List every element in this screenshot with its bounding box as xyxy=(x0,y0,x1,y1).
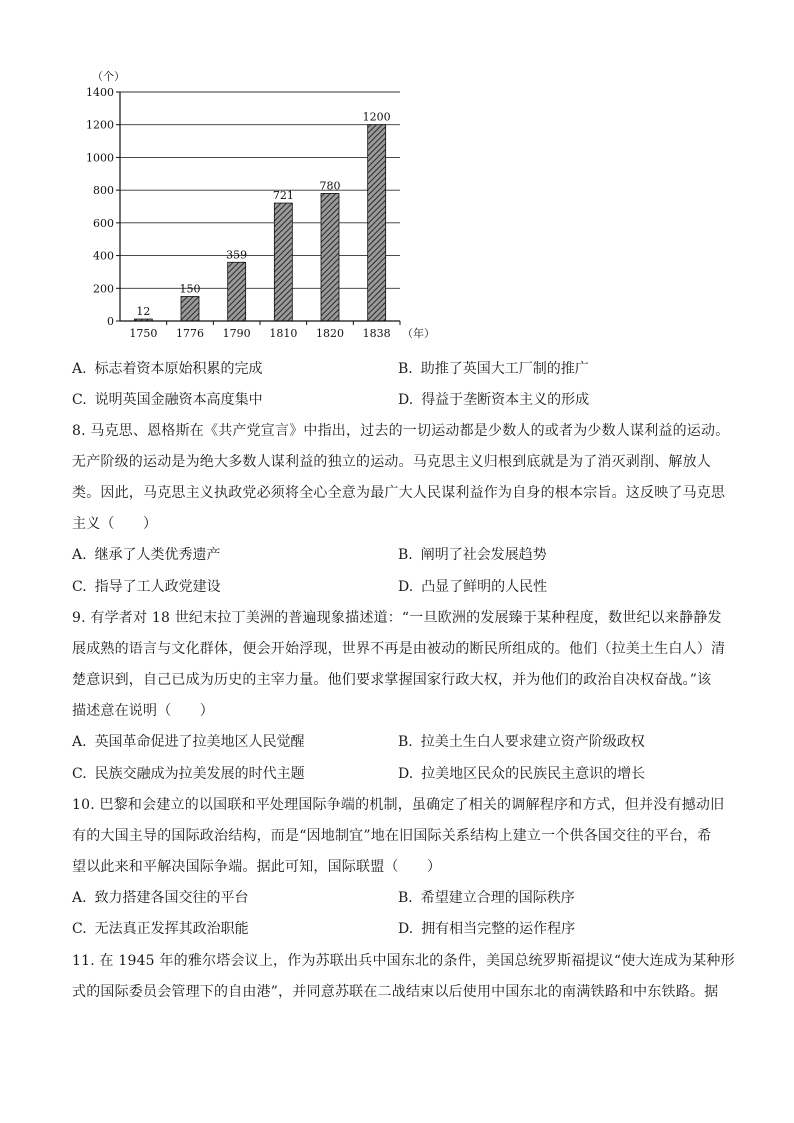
y-tick-label: 1400 xyxy=(86,86,114,99)
option-text: 凸显了鲜明的人民性 xyxy=(421,579,548,595)
bar xyxy=(321,193,339,321)
option-letter: C. xyxy=(72,579,87,595)
q9-option-d[interactable] xyxy=(398,764,645,784)
q8-stem-line: 8. 马克思、恩格斯在《共产党宣言》中指出，过去的一切运动都是少数人的或者为少数人谋利益的运动。 xyxy=(72,423,730,439)
q9-stem-line: 描述意在说明（ ） xyxy=(72,703,214,719)
option-text: 得益于垄断资本主义的形成 xyxy=(421,392,590,408)
data-label: 721 xyxy=(272,189,294,203)
q7-option-a[interactable] xyxy=(72,359,263,379)
q10-option-c[interactable] xyxy=(72,919,249,939)
x-tick-label: 1790 xyxy=(222,327,251,340)
option-letter: B. xyxy=(398,547,413,563)
x-axis-label: （年） xyxy=(402,327,435,340)
q10-option-d[interactable] xyxy=(398,919,575,939)
option-text: 助推了英国大工厂制的推广 xyxy=(420,361,589,377)
q10-stem-line: 有的大国主导的国际政治结构，而是“因地制宜”地在旧国际关系结构上建立一个供各国交往的平台，希 xyxy=(72,828,712,844)
option-text: 无法真正发挥其政治职能 xyxy=(94,921,249,937)
option-letter: A. xyxy=(72,890,87,906)
option-letter: B. xyxy=(398,734,413,750)
y-axis-label: （个） xyxy=(92,70,125,83)
option-text: 拉美地区民众的民族民主意识的增长 xyxy=(421,766,646,782)
option-letter: A. xyxy=(72,734,87,750)
q10-stem-line: 10. 巴黎和会建立的以国联和平处理国际争端的机制，虽确定了相关的调解程序和方式，但并没有撼动旧 xyxy=(72,797,725,813)
bar xyxy=(228,262,246,321)
y-tick-label: 0 xyxy=(107,315,114,328)
q7-option-c[interactable] xyxy=(72,390,263,410)
option-letter: B. xyxy=(398,890,413,906)
option-letter: D. xyxy=(398,921,414,937)
option-text: 继承了人类优秀遗产 xyxy=(94,547,221,563)
q7-option-b[interactable] xyxy=(398,359,589,379)
option-letter: C. xyxy=(72,392,87,408)
option-text: 标志着资本原始积累的完成 xyxy=(94,361,263,377)
y-tick-label: 1000 xyxy=(86,151,114,165)
q9-stem-line: 展成熟的语言与文化群体，便会开始浮现，世界不再是由被动的断民所组成的。他们（拉美土生白人）清 xyxy=(72,641,726,657)
y-tick-label: 1200 xyxy=(86,118,114,132)
x-tick-label: 1820 xyxy=(316,327,344,340)
option-letter: D. xyxy=(398,392,414,408)
q8-stem-line: 类。因此，马克思主义执政党必须将全心全意为最广大人民谋利益作为自身的根本宗旨。这反映了马克思 xyxy=(72,485,726,501)
q9-stem-line: 9. 有学者对 18 世纪末拉丁美洲的普遍现象描述道：“一旦欧洲的发展臻于某种程度，数世纪以来静静发 xyxy=(72,610,722,626)
q9-option-b[interactable] xyxy=(398,732,645,752)
y-tick-label: 800 xyxy=(93,184,114,198)
bar xyxy=(368,125,386,321)
option-text: 拉美土生白人要求建立资产阶级政权 xyxy=(420,734,645,750)
x-tick-label: 1750 xyxy=(129,327,158,340)
option-text: 致力搭建各国交往的平台 xyxy=(94,890,249,906)
bar xyxy=(181,296,199,321)
data-label: 359 xyxy=(226,248,248,262)
x-tick-label: 1838 xyxy=(362,327,391,340)
option-letter: A. xyxy=(72,361,87,377)
q8-option-d[interactable] xyxy=(398,577,547,597)
data-label: 12 xyxy=(136,305,151,319)
q8-option-c[interactable] xyxy=(72,577,221,597)
option-letter: D. xyxy=(398,766,414,782)
option-text: 希望建立合理的国际秩序 xyxy=(420,890,575,906)
option-text: 拥有相当完整的运作程序 xyxy=(421,921,576,937)
option-letter: C. xyxy=(72,921,87,937)
option-letter: B. xyxy=(398,361,413,377)
option-text: 民族交融成为拉美发展的时代主题 xyxy=(94,766,305,782)
q8-stem-line: 无产阶级的运动是为绝大多数人谋利益的独立的运动。马克思主义归根到底就是为了消灭剥削、解放人 xyxy=(72,454,711,470)
q9-option-c[interactable] xyxy=(72,764,305,784)
data-label: 780 xyxy=(319,179,341,193)
bar xyxy=(274,203,292,321)
y-tick-label: 400 xyxy=(93,249,114,263)
option-letter: A. xyxy=(72,547,87,563)
option-text: 指导了工人政党建设 xyxy=(94,579,221,595)
q7-option-d[interactable] xyxy=(398,390,589,410)
bar-chart xyxy=(80,64,440,350)
data-label: 150 xyxy=(179,282,201,296)
option-letter: D. xyxy=(398,579,414,595)
q8-option-a[interactable] xyxy=(72,545,221,565)
q9-option-a[interactable] xyxy=(72,732,305,752)
q11-stem-line: 式的国际委员会管理下的自由港”，并同意苏联在二战结束以后使用中国东北的南满铁路和中东铁路。据 xyxy=(72,984,719,1000)
q10-option-b[interactable] xyxy=(398,888,575,908)
q8-option-b[interactable] xyxy=(398,545,547,565)
q10-option-a[interactable] xyxy=(72,888,249,908)
x-tick-label: 1776 xyxy=(176,327,204,340)
data-label: 1200 xyxy=(362,110,391,124)
q11-stem-line: 11. 在 1945 年的雅尔塔会议上，作为苏联出兵中国东北的条件，美国总统罗斯福提议“使大连成为某种形 xyxy=(72,953,735,969)
option-text: 说明英国金融资本高度集中 xyxy=(94,392,263,408)
x-tick-label: 1810 xyxy=(269,327,298,340)
y-tick-label: 600 xyxy=(93,216,114,230)
y-tick-label: 200 xyxy=(93,282,114,296)
q10-stem-line: 望以此来和平解决国际争端。据此可知，国际联盟（ ） xyxy=(72,859,442,875)
option-text: 阐明了社会发展趋势 xyxy=(420,547,547,563)
option-text: 英国革命促进了拉美地区人民觉醒 xyxy=(94,734,305,750)
q8-stem-line: 主义（ ） xyxy=(72,516,158,532)
option-letter: C. xyxy=(72,766,87,782)
q9-stem-line: 楚意识到，自己已成为历史的主宰力量。他们要求掌握国家行政大权，并为他们的政治自决权奋战。”该 xyxy=(72,672,712,688)
